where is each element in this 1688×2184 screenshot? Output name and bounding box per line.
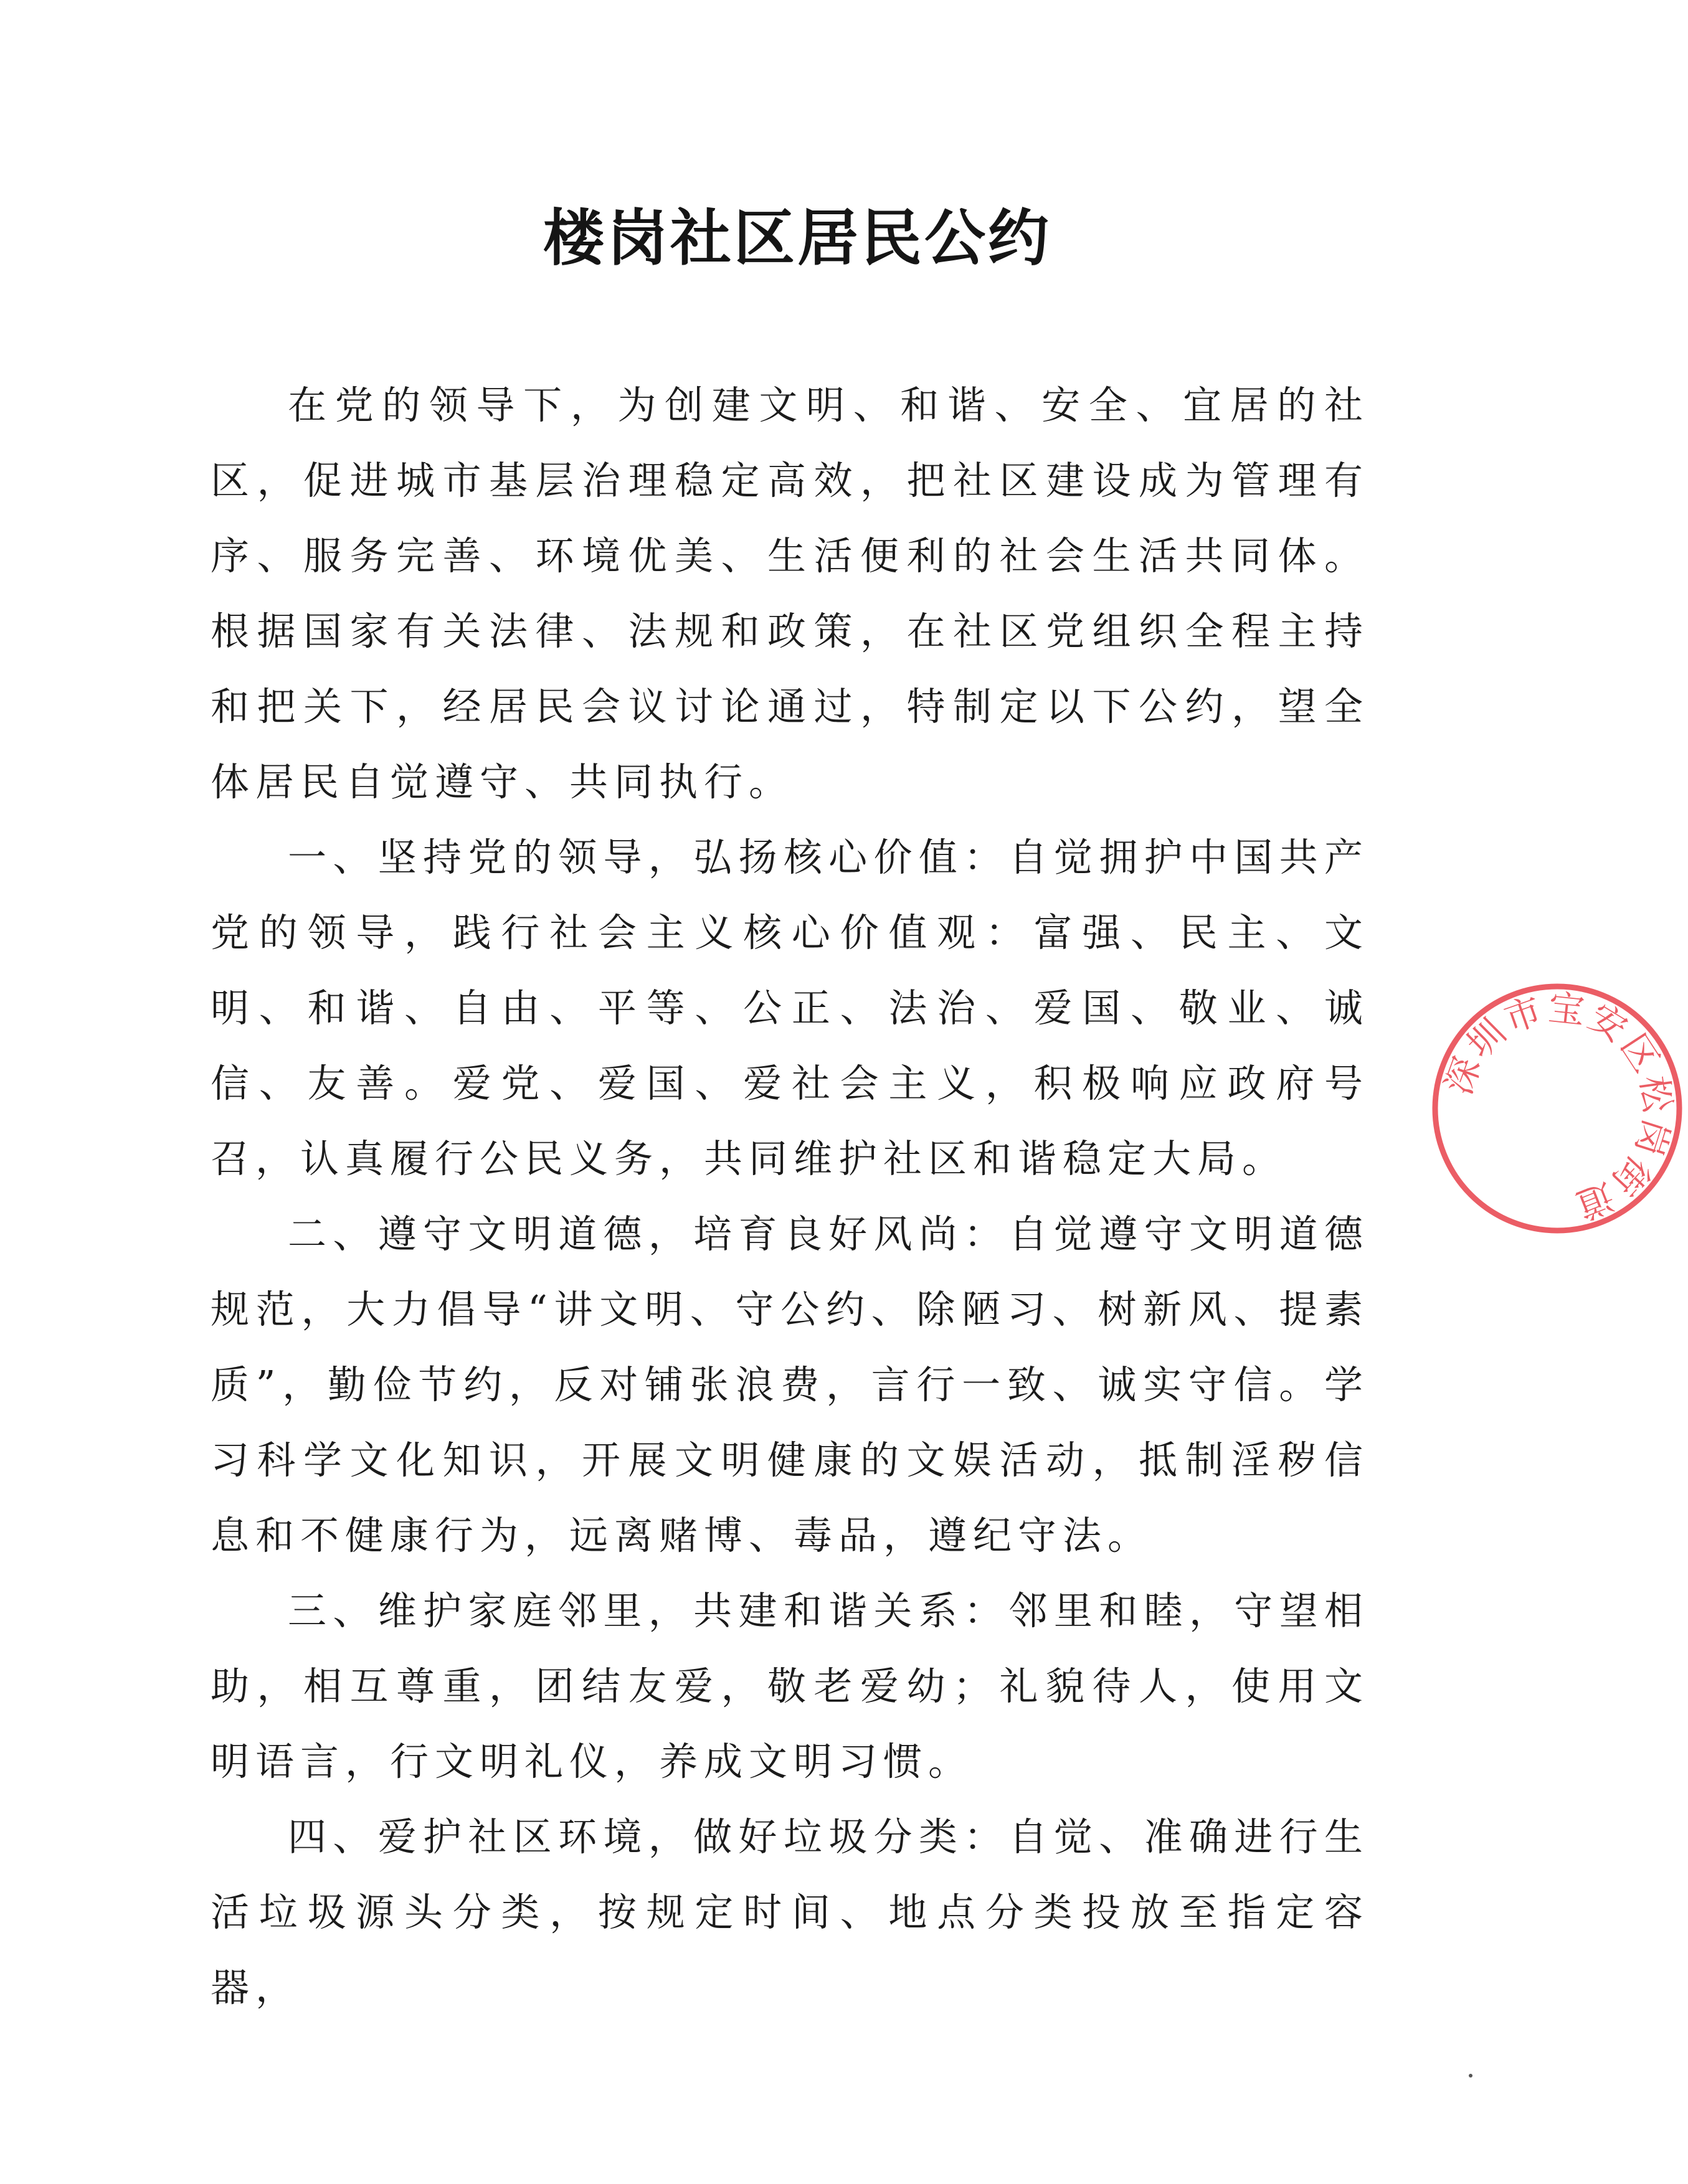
paragraph-article-3: 三、维护家庭邻里，共建和谐关系：邻里和睦，守望相助，相互尊重，团结友爱，敬老爱幼；礼貌待人，使用文明语言，行文明礼仪，养成文明习惯。 <box>211 1588 1369 1784</box>
document-body <box>211 367 1369 2025</box>
paragraph-article-1: 一、坚持党的领导，弘扬核心价值：自觉拥护中国共产党的领导，践行社会主义核心价值观：富强、民主、文明、和谐、自由、平等、公正、法治、爱国、敬业、诚信、友善。爱党、爱国、爱社会主义，积极响应政府号召，认真履行公民义务，共同维护社区和谐稳定大局。 <box>211 834 1369 1181</box>
paragraph-article-4: 四、爱护社区环境，做好垃圾分类：自觉、准确进行生活垃圾源头分类，按规定时间、地点分类投放至指定容器， <box>211 1814 1369 2010</box>
paragraph-preamble: 在党的领导下，为创建文明、和谐、安全、宜居的社区，促进城市基层治理稳定高效，把社区建设成为管理有序、服务完善、环境优美、生活便利的社会生活共同体。根据国家有关法律、法规和政策，在社区党组织全程主持和把关下，经居民会议讨论通过，特制定以下公约，望全体居民自觉遵守、共同执行。 <box>211 382 1369 805</box>
official-seal-stamp <box>1426 978 1688 1239</box>
document-title: 楼岗社区居民公约 <box>543 203 1051 274</box>
svg-text:深圳市宝安区松岗街道: 深圳市宝安区松岗街道 <box>1437 986 1680 1228</box>
paragraph-article-2: 二、遵守文明道德，培育良好风尚：自觉遵守文明道德规范，大力倡导“讲文明、守公约、除陋习、树新风、提素质”，勤俭节约，反对铺张浪费，言行一致、诚实守信。学习科学文化知识，开展文明健康的文娱活动，抵制淫秽信息和不健康行为，远离赌博、毒品，遵纪守法。 <box>211 1211 1369 1558</box>
scan-speck <box>1469 2074 1472 2078</box>
